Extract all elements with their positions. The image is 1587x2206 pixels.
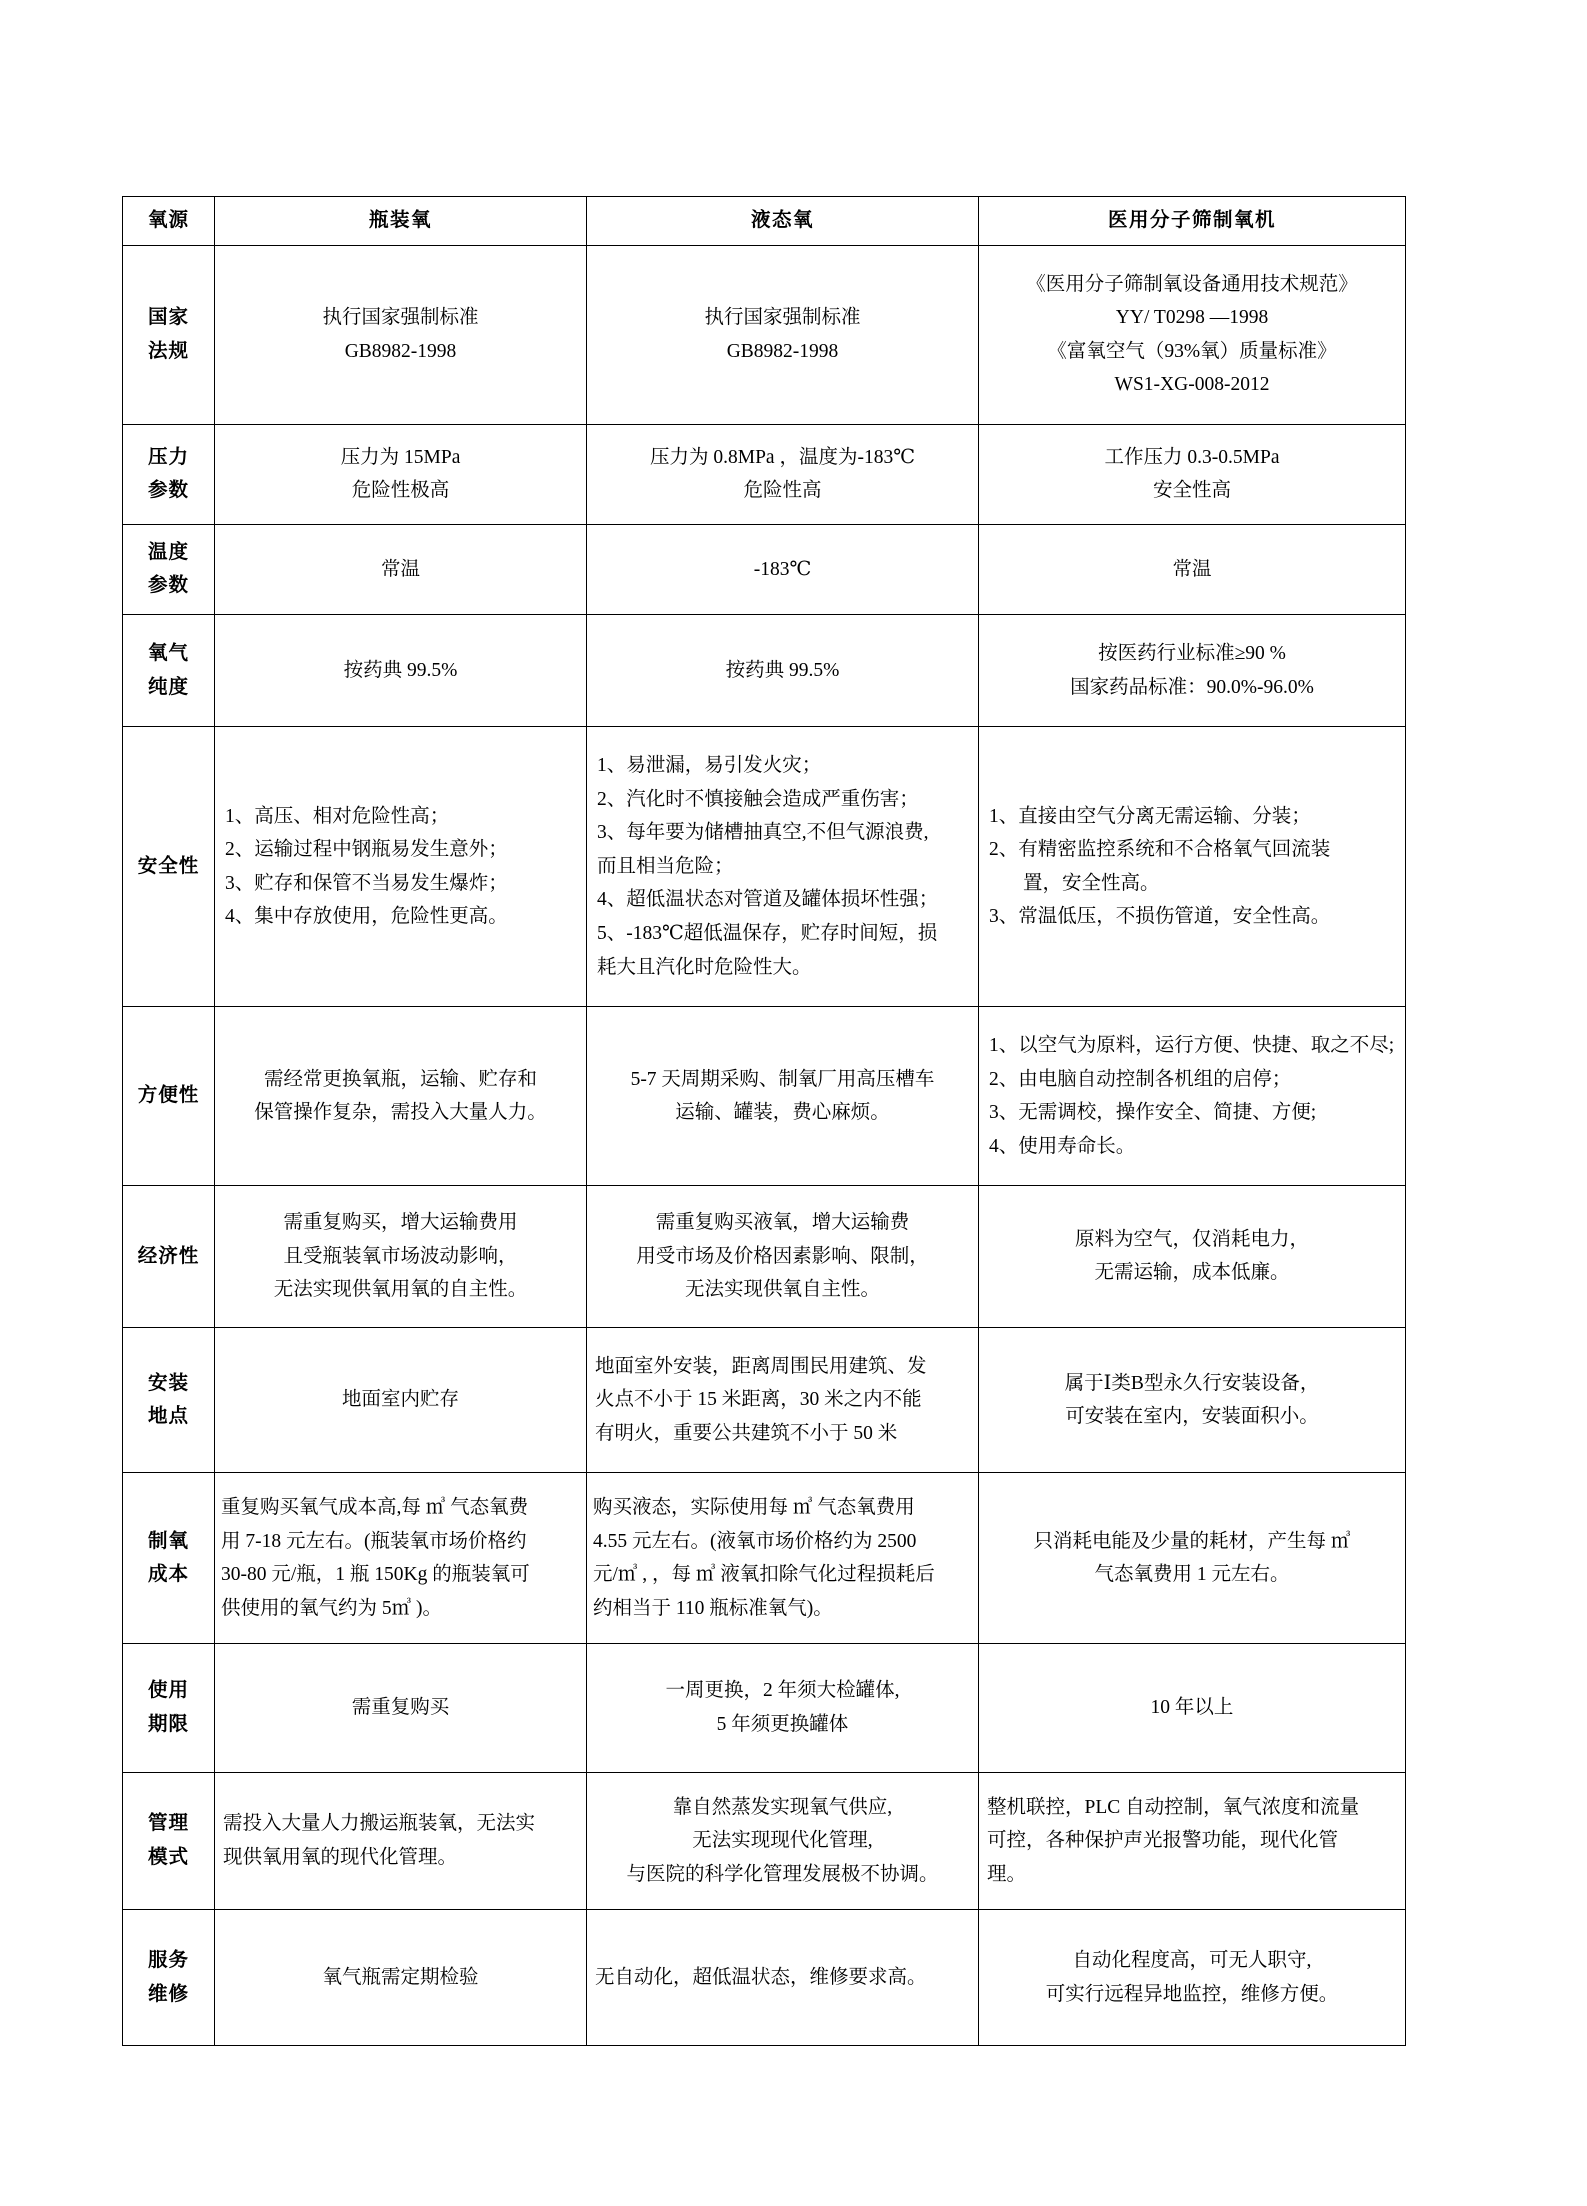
cell-line: 原料为空气，仅消耗电力， bbox=[1074, 1228, 1309, 1250]
row-label-line: 安全性 bbox=[137, 855, 200, 877]
row-label-safety bbox=[123, 727, 215, 1007]
cell-temperature-psa-generator bbox=[979, 524, 1406, 615]
row-label-line: 国家 bbox=[147, 307, 189, 329]
cell-line: 需投入大量人力搬运瓶装氧，无法实 bbox=[223, 1813, 536, 1835]
cell-line: -183℃ bbox=[753, 558, 812, 580]
row-label-temperature bbox=[123, 524, 215, 615]
row-label-line: 管理 bbox=[147, 1813, 189, 1835]
cell-line: 2、运输过程中钢瓶易发生意外； bbox=[225, 839, 508, 861]
cell-line: GB8982-1998 bbox=[344, 340, 457, 362]
cell-line: 1、以空气为原料，运行方便、快捷、取之不尽; bbox=[989, 1035, 1395, 1057]
row-label-line: 参数 bbox=[147, 575, 189, 597]
cell-line: 按医药行业标准≥90 % bbox=[1098, 643, 1286, 665]
oxygen-source-comparison-table bbox=[122, 196, 1406, 2046]
row-label-line: 纯度 bbox=[147, 676, 189, 698]
cell-pressure-bottled-oxygen bbox=[215, 424, 587, 524]
cell-management-bottled-oxygen bbox=[215, 1772, 587, 1910]
cell-lifespan-psa-generator bbox=[979, 1644, 1406, 1772]
table-row bbox=[123, 1327, 1406, 1473]
cell-economy-psa-generator bbox=[979, 1186, 1406, 1328]
row-label-line: 服务 bbox=[147, 1950, 189, 1972]
cell-line: 4.55 元左右。(液氧市场价格约为 2500 bbox=[593, 1530, 917, 1552]
cell-line: 运输、罐装，费心麻烦。 bbox=[675, 1102, 890, 1124]
row-label-line: 制氧 bbox=[147, 1530, 189, 1552]
cell-pressure-liquid-oxygen bbox=[587, 424, 979, 524]
row-label-line: 氧气 bbox=[147, 643, 189, 665]
cell-line: 4、集中存放使用，危险性更高。 bbox=[225, 906, 508, 928]
header-cell-source: 氧源 bbox=[123, 197, 215, 246]
header-cell-bottled-oxygen: 瓶装氧 bbox=[215, 197, 587, 246]
cell-line: 3、常温低压，不损伤管道，安全性高。 bbox=[989, 906, 1331, 928]
cell-install-bottled-oxygen bbox=[215, 1327, 587, 1473]
cell-lifespan-bottled-oxygen bbox=[215, 1644, 587, 1772]
cell-temperature-bottled-oxygen bbox=[215, 524, 587, 615]
cell-cost-psa-generator bbox=[979, 1473, 1406, 1644]
cell-purity-psa-generator bbox=[979, 615, 1406, 727]
cell-line: 可控，各种保护声光报警功能，现代化管 bbox=[987, 1830, 1339, 1852]
cell-line: 火点不小于 15 米距离，30 米之内不能 bbox=[595, 1389, 922, 1411]
cell-line: 需重复购买液氧，增大运输费 bbox=[655, 1212, 910, 1234]
cell-line: 压力为 0.8MPa ，温度为-183℃ bbox=[649, 446, 916, 468]
cell-line: 10 年以上 bbox=[1150, 1697, 1234, 1719]
cell-line: 3、贮存和保管不当易发生爆炸； bbox=[225, 872, 508, 894]
cell-line: 一周更换，2 年须大检罐体, bbox=[665, 1680, 900, 1702]
cell-convenience-psa-generator bbox=[979, 1007, 1406, 1186]
cell-line: 购买液态，实际使用每 ㎥ 气态氧费用 bbox=[593, 1497, 915, 1519]
cell-line: 1、直接由空气分离无需运输、分装； bbox=[989, 805, 1311, 827]
cell-line: 1、易泄漏，易引发火灾； bbox=[597, 755, 822, 777]
cell-line: 需重复购买，增大运输费用 bbox=[283, 1212, 518, 1234]
row-label-service bbox=[123, 1910, 215, 2046]
cell-line: 供使用的氧气约为 5㎥ )。 bbox=[221, 1597, 442, 1619]
table-row bbox=[123, 1473, 1406, 1644]
cell-purity-bottled-oxygen bbox=[215, 615, 587, 727]
cell-line: 2、有精密监控系统和不合格氧气回流装 bbox=[989, 839, 1331, 861]
cell-line: 5 年须更换罐体 bbox=[716, 1714, 849, 1735]
header-cell-liquid-oxygen: 液态氧 bbox=[587, 197, 979, 246]
table-row bbox=[123, 1772, 1406, 1910]
cell-line: 可安装在室内，安装面积小。 bbox=[1065, 1406, 1319, 1428]
row-label-pressure bbox=[123, 424, 215, 524]
cell-economy-liquid-oxygen bbox=[587, 1186, 979, 1328]
cell-line: 地面室外安装，距离周围民用建筑、发 bbox=[595, 1355, 927, 1377]
row-label-line: 法规 bbox=[147, 340, 189, 362]
cell-line: 氧气瓶需定期检验 bbox=[322, 1966, 479, 1988]
cell-regulations-psa-generator bbox=[979, 245, 1406, 424]
cell-pressure-psa-generator bbox=[979, 424, 1406, 524]
cell-line: 无自动化，超低温状态，维修要求高。 bbox=[595, 1966, 927, 1988]
cell-line: 《富氧空气（93%氧）质量标准》 bbox=[1047, 340, 1337, 362]
cell-line: 约相当于 110 瓶标准氧气)。 bbox=[593, 1597, 833, 1619]
cell-cost-liquid-oxygen bbox=[587, 1473, 979, 1644]
cell-install-psa-generator bbox=[979, 1327, 1406, 1473]
cell-line: 用受市场及价格因素影响、限制， bbox=[636, 1245, 929, 1267]
row-label-line: 期限 bbox=[147, 1714, 189, 1735]
cell-line: 置，安全性高。 bbox=[1023, 872, 1160, 894]
cell-line: 且受瓶装氧市场波动影响， bbox=[283, 1245, 518, 1267]
cell-line: 整机联控，PLC 自动控制，氧气浓度和流量 bbox=[987, 1796, 1360, 1818]
row-label-line: 模式 bbox=[147, 1846, 189, 1868]
cell-lifespan-liquid-oxygen bbox=[587, 1644, 979, 1772]
cell-line: 执行国家强制标准 bbox=[322, 307, 479, 329]
cell-line: GB8982-1998 bbox=[726, 340, 839, 362]
row-label-convenience bbox=[123, 1007, 215, 1186]
header-cell-psa-oxygen-generator: 医用分子筛制氧机 bbox=[979, 197, 1406, 246]
table-body bbox=[123, 197, 1406, 2046]
row-label-management bbox=[123, 1772, 215, 1910]
cell-line: 常温 bbox=[1172, 558, 1212, 580]
cell-line: 靠自然蒸发实现氧气供应, bbox=[672, 1796, 893, 1818]
cell-line: 有明火，重要公共建筑不小于 50 米 bbox=[595, 1422, 898, 1444]
row-label-lifespan bbox=[123, 1644, 215, 1772]
cell-purity-liquid-oxygen bbox=[587, 615, 979, 727]
table-row bbox=[123, 1644, 1406, 1772]
cell-line: 2、汽化时不慎接触会造成严重伤害； bbox=[597, 788, 919, 810]
table-row bbox=[123, 1186, 1406, 1328]
cell-line: 按药典 99.5% bbox=[725, 660, 840, 682]
cell-temperature-liquid-oxygen bbox=[587, 524, 979, 615]
cell-line: 无需运输，成本低廉。 bbox=[1094, 1262, 1290, 1284]
cell-line: 4、使用寿命长。 bbox=[989, 1135, 1136, 1157]
cell-line: 地面室内贮存 bbox=[341, 1389, 459, 1411]
row-label-line: 方便性 bbox=[137, 1085, 200, 1107]
cell-management-liquid-oxygen bbox=[587, 1772, 979, 1910]
cell-safety-liquid-oxygen bbox=[587, 727, 979, 1007]
row-label-line: 参数 bbox=[147, 480, 189, 502]
cell-line: 执行国家强制标准 bbox=[704, 307, 861, 329]
cell-line: YY/ T0298 —1998 bbox=[1115, 307, 1269, 329]
row-label-install bbox=[123, 1327, 215, 1473]
cell-line: 《医用分子筛制氧设备通用技术规范》 bbox=[1026, 273, 1358, 295]
cell-line: 无法实现供氧用氧的自主性。 bbox=[273, 1279, 528, 1301]
cell-line: 而且相当危险； bbox=[597, 855, 734, 877]
cell-line: 危险性高 bbox=[743, 480, 822, 502]
cell-line: 30-80 元/瓶，1 瓶 150Kg 的瓶装氧可 bbox=[221, 1564, 530, 1586]
cell-line: 5-7 天周期采购、制氧厂用高压槽车 bbox=[630, 1068, 935, 1090]
row-label-regulations bbox=[123, 245, 215, 424]
cell-line: WS1-XG-008-2012 bbox=[1114, 374, 1270, 396]
cell-line: 重复购买氧气成本高,每 ㎥ 气态氧费 bbox=[221, 1497, 529, 1519]
cell-cost-bottled-oxygen bbox=[215, 1473, 587, 1644]
cell-line: 4、超低温状态对管道及罐体损坏性强； bbox=[597, 889, 939, 911]
cell-line: 气态氧费用 1 元左右。 bbox=[1094, 1564, 1290, 1586]
cell-line: 现供氧用氧的现代化管理。 bbox=[223, 1846, 458, 1868]
cell-line: 危险性极高 bbox=[351, 480, 450, 502]
cell-line: 可实行远程异地监控，维修方便。 bbox=[1045, 1983, 1339, 2005]
cell-line: 无法实现现代化管理, bbox=[692, 1830, 873, 1852]
cell-convenience-bottled-oxygen bbox=[215, 1007, 587, 1186]
cell-line: 常温 bbox=[380, 558, 420, 580]
cell-line: 5、-183℃超低温保存，贮存时间短，损 bbox=[597, 922, 938, 944]
table-row bbox=[123, 1007, 1406, 1186]
cell-line: 国家药品标准：90.0%-96.0% bbox=[1070, 676, 1314, 698]
cell-line: 理。 bbox=[987, 1863, 1027, 1885]
cell-line: 自动化程度高，可无人职守, bbox=[1072, 1950, 1312, 1972]
cell-line: 2、由电脑自动控制各机组的启停； bbox=[989, 1068, 1292, 1090]
table-header-row bbox=[123, 197, 1406, 246]
cell-regulations-liquid-oxygen bbox=[587, 245, 979, 424]
cell-line: 1、高压、相对危险性高； bbox=[225, 805, 450, 827]
table-row bbox=[123, 245, 1406, 424]
cell-line: 只消耗电能及少量的耗材，产生每 ㎥ bbox=[1033, 1530, 1351, 1552]
row-label-line: 安装 bbox=[147, 1372, 189, 1394]
row-label-line: 压力 bbox=[147, 446, 189, 468]
cell-economy-bottled-oxygen bbox=[215, 1186, 587, 1328]
cell-line: 耗大且汽化时危险性大。 bbox=[597, 956, 812, 978]
table-row bbox=[123, 727, 1406, 1007]
table-row bbox=[123, 424, 1406, 524]
row-label-line: 成本 bbox=[147, 1564, 189, 1586]
cell-management-psa-generator bbox=[979, 1772, 1406, 1910]
cell-service-bottled-oxygen bbox=[215, 1910, 587, 2046]
cell-safety-bottled-oxygen bbox=[215, 727, 587, 1007]
row-label-cost bbox=[123, 1473, 215, 1644]
cell-line: 3、无需调校，操作安全、简捷、方便; bbox=[989, 1102, 1317, 1124]
cell-line: 需经常更换氧瓶，运输、贮存和 bbox=[263, 1068, 537, 1090]
cell-line: 与医院的科学化管理发展极不协调。 bbox=[626, 1863, 939, 1885]
cell-line: 属于Ⅰ类B型永久行安装设备， bbox=[1064, 1372, 1320, 1394]
cell-convenience-liquid-oxygen bbox=[587, 1007, 979, 1186]
row-label-purity bbox=[123, 615, 215, 727]
cell-line: 3、每年要为储槽抽真空,不但气源浪费, bbox=[597, 822, 929, 844]
row-label-line: 维修 bbox=[147, 1983, 189, 2005]
cell-regulations-bottled-oxygen bbox=[215, 245, 587, 424]
table-row bbox=[123, 1910, 1406, 2046]
cell-service-psa-generator bbox=[979, 1910, 1406, 2046]
cell-line: 压力为 15MPa bbox=[340, 446, 461, 468]
cell-line: 按药典 99.5% bbox=[343, 660, 458, 682]
cell-safety-psa-generator bbox=[979, 727, 1406, 1007]
cell-line: 无法实现供氧自主性。 bbox=[684, 1279, 880, 1301]
row-label-line: 经济性 bbox=[137, 1245, 200, 1267]
cell-line: 工作压力 0.3-0.5MPa bbox=[1104, 446, 1280, 468]
cell-line: 用 7-18 元左右。(瓶装氧市场价格约 bbox=[221, 1530, 527, 1552]
cell-line: 元/㎥ , ，每 ㎥ 液氧扣除气化过程损耗后 bbox=[593, 1564, 935, 1586]
cell-line: 安全性高 bbox=[1152, 480, 1231, 502]
cell-line: 需重复购买 bbox=[351, 1697, 450, 1719]
cell-service-liquid-oxygen bbox=[587, 1910, 979, 2046]
table-row bbox=[123, 615, 1406, 727]
table-row bbox=[123, 524, 1406, 615]
row-label-line: 使用 bbox=[147, 1680, 189, 1702]
cell-install-liquid-oxygen bbox=[587, 1327, 979, 1473]
cell-line: 保管操作复杂，需投入大量人力。 bbox=[254, 1102, 547, 1124]
row-label-economy bbox=[123, 1186, 215, 1328]
row-label-line: 地点 bbox=[147, 1406, 189, 1428]
row-label-line: 温度 bbox=[147, 541, 189, 563]
